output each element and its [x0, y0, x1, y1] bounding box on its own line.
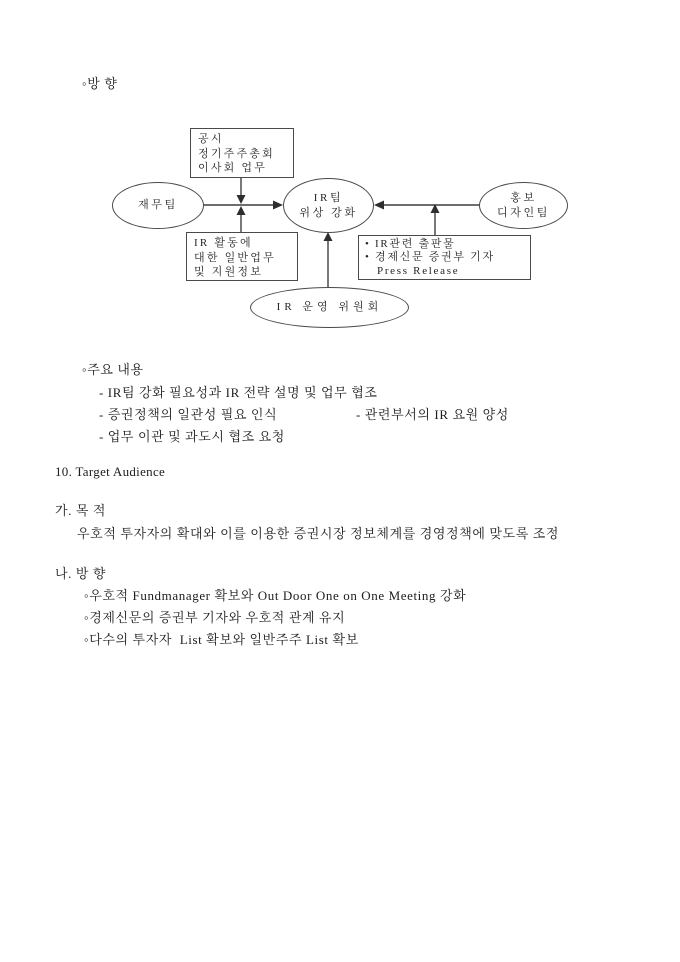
- arrow-leftbox-up: [237, 206, 246, 233]
- disclosure-tasks-box: [190, 128, 294, 178]
- node-label: IR 운영 위원회: [276, 301, 383, 313]
- arrow-finance-to-ir: [200, 201, 283, 210]
- finance-team-node: [112, 182, 204, 229]
- ir-activity-support-box: [186, 232, 298, 281]
- direction-subheading: 나. 방 향: [55, 566, 107, 581]
- arrow-committee-to-ir: [324, 232, 333, 288]
- purpose-body: 우호적 투자자의 확대와 이를 이용한 증권시장 정보체계를 경영정책에 맞도록 조정: [77, 526, 560, 541]
- main-points-item: - 업무 이관 및 과도시 협조 요청: [99, 429, 285, 444]
- direction-heading: ◦방 향: [82, 76, 118, 91]
- direction-item: ◦우호적 Fundmanager 확보와 Out Door One on One Meeting 강화: [84, 588, 467, 603]
- box-line: • 경제신문 증권부 기자: [365, 251, 495, 264]
- ir-team-node: [283, 178, 374, 233]
- direction-item: ◦다수의 투자자 List 확보와 일반주주 List 확보: [84, 632, 359, 647]
- arrow-topbox-down: [237, 177, 246, 204]
- main-points-item: - 관련부서의 IR 요원 양성: [356, 407, 509, 422]
- node-label: 위상 강화: [299, 206, 358, 219]
- main-points-item: - IR팀 강화 필요성과 IR 전략 설명 및 업무 협조: [99, 385, 378, 400]
- box-line: 공시: [198, 133, 224, 145]
- arrow-pr-to-ir: [374, 201, 482, 210]
- box-line: Press Release: [377, 264, 460, 277]
- box-line: 이사회 업무: [198, 162, 268, 174]
- arrow-rightbox-up: [431, 204, 440, 236]
- box-line: IR 활동에: [194, 237, 253, 249]
- main-points-heading: ◦주요 내용: [82, 362, 144, 377]
- pr-design-team-node: [479, 182, 568, 229]
- box-line: 대한 일반업무: [194, 251, 276, 264]
- node-label: 재무팀: [138, 199, 178, 211]
- box-line: • IR관련 출판물: [365, 238, 456, 250]
- main-points-item: - 증권정책의 일관성 필요 인식: [99, 407, 278, 422]
- ir-steering-committee-node: [250, 287, 409, 328]
- direction-item: ◦경제신문의 증권부 기자와 우호적 관계 유지: [84, 610, 346, 625]
- publications-press-box: [358, 235, 531, 280]
- node-label: 홍보: [510, 191, 537, 204]
- box-line: 정기주주총회: [198, 147, 275, 160]
- node-label: IR팀: [313, 191, 344, 204]
- purpose-heading: 가. 목 적: [55, 503, 107, 518]
- node-label: 디자인팀: [497, 206, 550, 219]
- box-line: 및 지원정보: [194, 266, 264, 278]
- section-10-heading: 10. Target Audience: [55, 464, 166, 479]
